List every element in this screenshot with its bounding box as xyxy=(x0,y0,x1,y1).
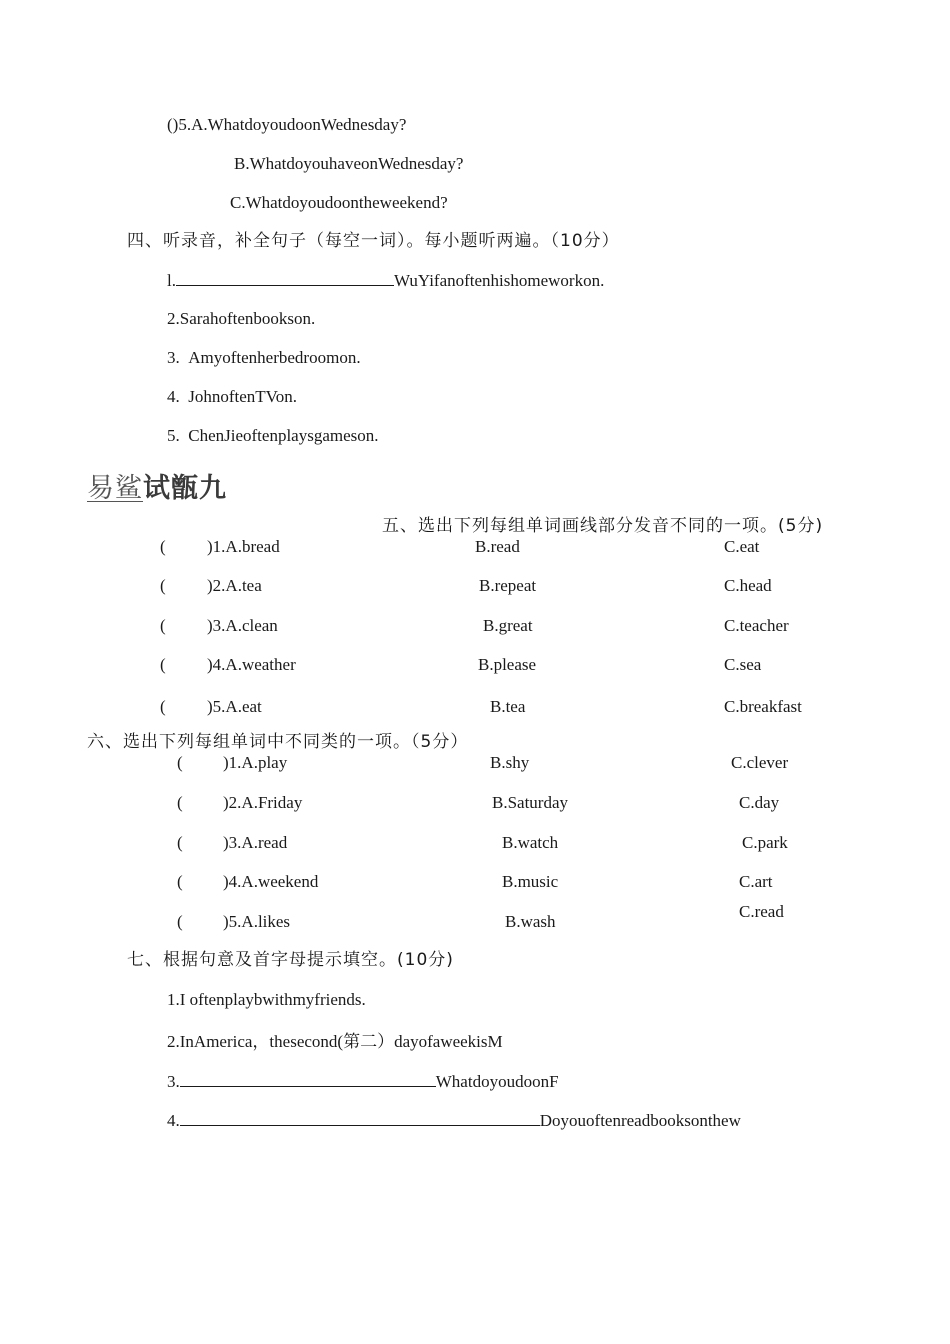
section4-heading: 四、听录音，补全句子（每空一词）。每小题听两遍。（10分） xyxy=(127,231,620,251)
option-c: C.read xyxy=(739,902,784,921)
option-c: C.day xyxy=(739,793,780,812)
item-number: 4. xyxy=(167,1111,180,1130)
option-a: )5.A.likes xyxy=(223,912,291,931)
q5-option-a: ()5.A.WhatdoyoudoonWednesday? xyxy=(167,115,407,134)
item-number: 3. xyxy=(167,1072,180,1091)
answer-paren[interactable]: ( xyxy=(160,576,166,595)
item-number: 4. xyxy=(167,387,180,406)
section4-item-1 xyxy=(167,270,604,291)
section5-heading: 五、选出下列每组单词画线部分发音不同的一项。(5分) xyxy=(382,516,824,536)
section7-heading: 七、根据句意及首字母提示填空。(10分) xyxy=(127,950,454,970)
option-c: C.breakfast xyxy=(724,697,802,716)
option-a: )5.A.eat xyxy=(207,697,262,716)
item-text: JohnoftenTVon. xyxy=(188,387,298,406)
option-b: B.wash xyxy=(505,912,556,931)
option-c: C.clever xyxy=(731,753,789,772)
option-b: B.shy xyxy=(490,753,530,772)
answer-paren[interactable]: ( xyxy=(177,793,183,812)
item-text: Doyouoftenreadbooksonthew xyxy=(539,1111,741,1130)
option-b: B.read xyxy=(475,537,520,556)
item-text: ChenJieoftenplaysgameson. xyxy=(188,426,379,445)
item-number: l. xyxy=(167,271,176,290)
option-b: B.music xyxy=(502,872,559,891)
logo-rest: 试甑九 xyxy=(143,473,227,504)
q5-option-c: C.Whatdoyoudoontheweekend? xyxy=(230,193,448,212)
item-text: WhatdoyoudoonF xyxy=(435,1072,559,1091)
answer-blank[interactable] xyxy=(180,1110,540,1126)
option-c: C.head xyxy=(724,576,772,595)
option-b: B.great xyxy=(483,616,533,635)
answer-blank[interactable] xyxy=(180,1071,436,1087)
answer-paren[interactable]: ( xyxy=(177,753,183,772)
item-text: WuYifanoftenhishomeworkon. xyxy=(393,271,605,290)
section7-item-1: 1.I oftenplaybwithmyfriends. xyxy=(167,990,366,1009)
answer-blank[interactable] xyxy=(176,270,394,286)
option-a: )3.A.clean xyxy=(207,616,278,635)
option-a: )2.A.Friday xyxy=(223,793,303,812)
item-text: Amyoftenherbedroomon. xyxy=(188,348,361,367)
answer-paren[interactable]: ( xyxy=(160,616,166,635)
section7-item-3 xyxy=(167,1071,559,1092)
answer-paren[interactable]: ( xyxy=(177,833,183,852)
section4-item-5 xyxy=(167,426,379,446)
option-b: B.repeat xyxy=(479,576,537,595)
answer-paren[interactable]: ( xyxy=(160,655,166,674)
option-a: )1.A.play xyxy=(223,753,288,772)
section7-item-4 xyxy=(167,1110,741,1131)
item-number: 2. xyxy=(167,309,180,328)
logo-underlined: 易鲨 xyxy=(87,473,143,504)
section4-item-3 xyxy=(167,348,361,368)
section4-item-2 xyxy=(167,309,315,329)
option-b: B.watch xyxy=(502,833,559,852)
item-text: Sarahoftenbookson. xyxy=(179,309,316,328)
option-a: )4.A.weather xyxy=(207,655,296,674)
option-a: )1.A.bread xyxy=(207,537,280,556)
option-b: B.tea xyxy=(490,697,526,716)
section4-item-4 xyxy=(167,387,297,407)
option-c: C.sea xyxy=(724,655,762,674)
answer-paren[interactable]: ( xyxy=(177,872,183,891)
option-c: C.eat xyxy=(724,537,760,556)
option-c: C.park xyxy=(742,833,788,852)
option-a: )3.A.read xyxy=(223,833,288,852)
option-c: C.teacher xyxy=(724,616,789,635)
option-c: C.art xyxy=(739,872,773,891)
answer-paren[interactable]: ( xyxy=(160,537,166,556)
section7-item-2: 2.InAmerica，thesecond(第二）dayofaweekisM xyxy=(167,1032,503,1051)
answer-paren[interactable]: ( xyxy=(160,697,166,716)
option-a: )4.A.weekend xyxy=(223,872,319,891)
option-b: B.Saturday xyxy=(492,793,569,812)
item-number: 3. xyxy=(167,348,180,367)
answer-paren[interactable]: ( xyxy=(177,912,183,931)
option-b: B.please xyxy=(478,655,537,674)
watermark-logo xyxy=(87,466,227,505)
item-number: 5. xyxy=(167,426,180,445)
q5-option-b: B.WhatdoyouhaveonWednesday? xyxy=(234,154,464,173)
section6-heading: 六、选出下列每组单词中不同类的一项。（5分） xyxy=(87,732,469,752)
option-a: )2.A.tea xyxy=(207,576,262,595)
